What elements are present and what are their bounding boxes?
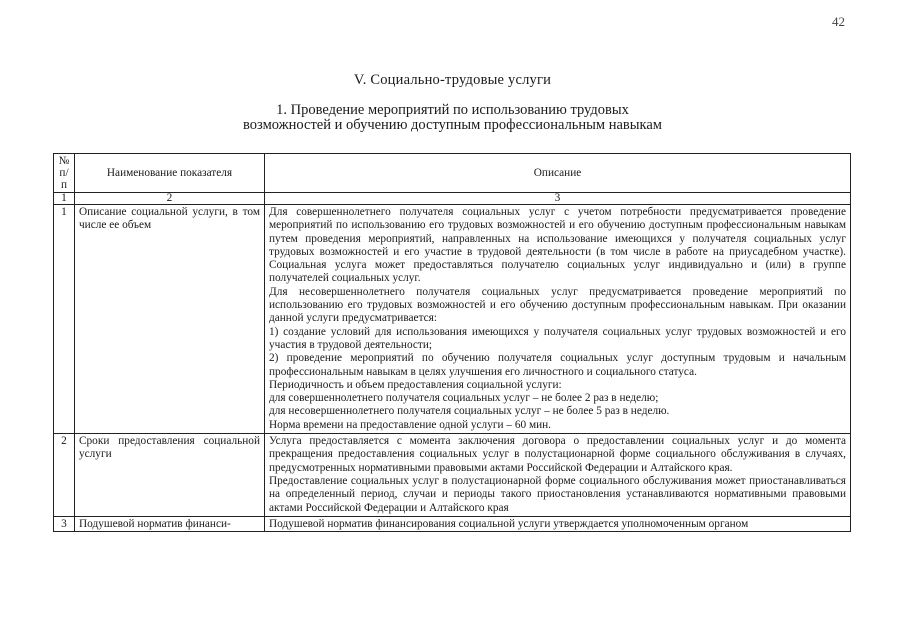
table-row bbox=[54, 434, 851, 517]
row-number: 2 bbox=[54, 434, 75, 517]
index-cell-3: 3 bbox=[265, 193, 851, 205]
description-paragraph: для совершеннолетнего получателя социальных услуг – не более 2 раз в неделю; bbox=[269, 392, 659, 405]
page-number: 42 bbox=[832, 14, 845, 29]
subsection-title-line-2: возможностей и обучению доступным профессиональным навыкам bbox=[243, 117, 662, 133]
indicator-description bbox=[265, 205, 851, 434]
description-paragraph: Предоставление социальных услуг в полустационарной форме социального обслуживания может приостанавливаться на определенный период, случаи и периоды такого приостановления устанавливаются нормативными правовыми актами Российской Федерации и Алтайского края bbox=[269, 474, 846, 514]
indicator-name: Сроки предоставления социальной услуги bbox=[75, 434, 265, 517]
header-num: № п/п bbox=[54, 154, 75, 193]
description-paragraph: Для совершеннолетнего получателя социальных услуг с учетом потребности предусматривается проведение мероприятий по использованию его трудовых возможностей и его обучению доступным профессиональным навыкам путем проведения мероприятий, направленных на использование имеющихся у получателя социальных услуг трудовых возможностей и его участие в трудовой деятельности (в том числе в работе на приусадебном участке). Социальная услуга может предоставляться получателю социальных услуг индивидуально и (или) в группе получателей социальных услуг. bbox=[269, 206, 846, 285]
table-row bbox=[54, 205, 851, 434]
description-paragraph: 1) создание условий для использования имеющихся у получателя социальных услуг трудовых возможностей и его участия в трудовой деятельности; bbox=[269, 325, 846, 351]
table-header-row bbox=[54, 154, 851, 193]
indicator-description bbox=[265, 434, 851, 517]
indicator-name: Описание социальной услуги, в том числе ее объем bbox=[75, 205, 265, 434]
description-paragraph: Периодичность и объем предоставления социальной услуги: bbox=[269, 378, 562, 391]
indicator-description bbox=[265, 516, 851, 531]
section-title: V. Социально-трудовые услуги bbox=[353, 72, 552, 88]
description-paragraph: для несовершеннолетнего получателя социальных услуг – не более 5 раз в неделю. bbox=[269, 405, 670, 418]
header-name: Наименование показателя bbox=[75, 154, 265, 193]
subsection-title bbox=[0, 103, 905, 133]
description-paragraph: Норма времени на предоставление одной услуги – 60 мин. bbox=[269, 418, 552, 431]
row-number: 1 bbox=[54, 205, 75, 434]
table-index-row bbox=[54, 193, 851, 205]
subsection-title-line-1: 1. Проведение мероприятий по использованию трудовых bbox=[276, 102, 629, 118]
index-cell-2: 2 bbox=[75, 193, 265, 205]
description-paragraph: 2) проведение мероприятий по обучению получателя социальных услуг доступным трудовым и начальным профессиональным навыкам в целях улучшения его личностного и социального статуса. bbox=[269, 352, 846, 378]
description-paragraph: Услуга предоставляется с момента заключения договора о предоставлении социальных услуг и до момента прекращения предоставления социальных услуг в полустационарной форме социального обслуживания в случаях, предусмотренных нормативными правовыми актами Российской Федерации и Алтайского края. bbox=[269, 435, 846, 474]
services-table bbox=[53, 153, 851, 532]
indicator-name: Подушевой норматив финанси- bbox=[75, 516, 265, 531]
index-cell-1: 1 bbox=[54, 193, 75, 205]
table-row bbox=[54, 516, 851, 531]
description-paragraph: Для несовершеннолетнего получателя социальных услуг предусматривается проведение мероприятий по использованию его трудовых возможностей и его обучению доступным профессиональным навыкам. При оказании данной услуги предусматривается: bbox=[269, 285, 846, 325]
row-number: 3 bbox=[54, 516, 75, 531]
description-paragraph: Подушевой норматив финансирования социальной услуги утверждается уполномоченным органом bbox=[269, 517, 749, 530]
header-desc: Описание bbox=[265, 154, 851, 193]
